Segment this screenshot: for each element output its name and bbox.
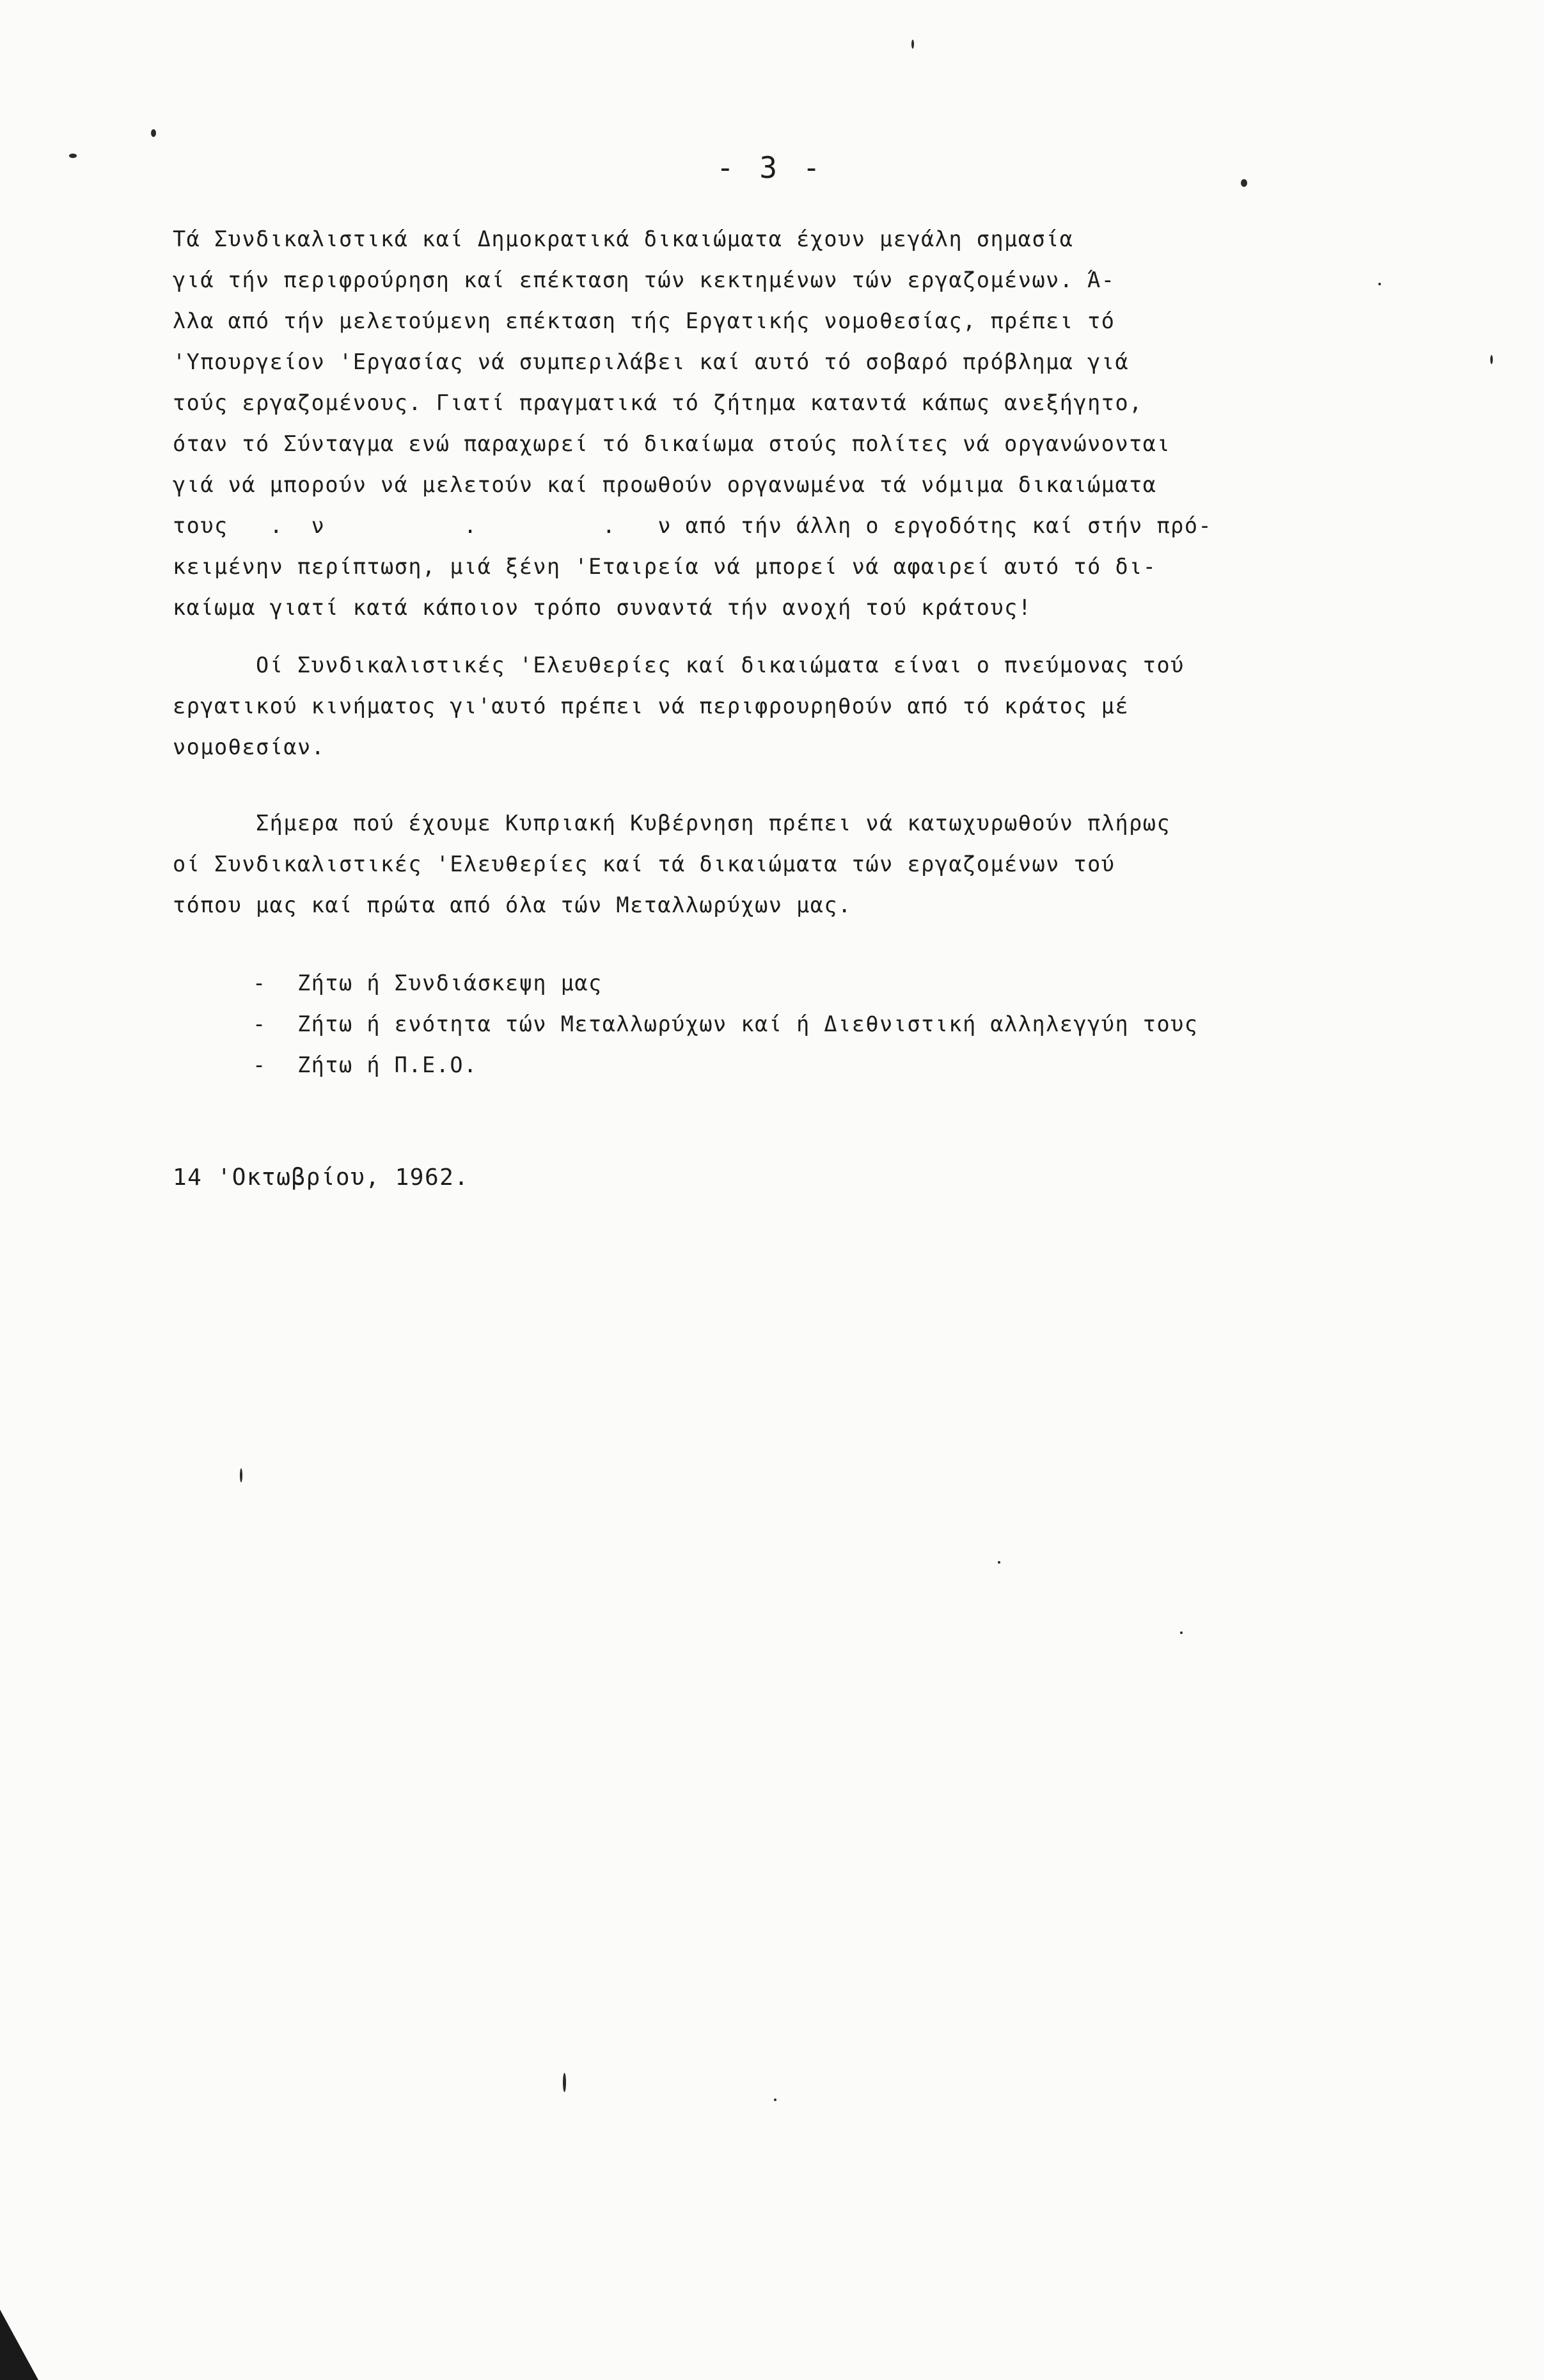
- dash-bullet: -: [253, 1052, 267, 1077]
- text-line: εργατικού κινήματος γι'αυτό πρέπει νά περιφρουρηθούν από τό κράτος μέ: [173, 694, 1130, 718]
- text-line: τόπου μας καί πρώτα από όλα τών Μεταλλωρύχων μας.: [173, 892, 852, 917]
- dash-bullet: -: [253, 1012, 267, 1036]
- scan-speck: [1241, 179, 1247, 187]
- paragraph-rights: [173, 219, 1394, 628]
- text-line: γιά νά μπορούν νά μελετούν καί προωθούν οργανωμένα τά νόμιμα δικαιώματα: [173, 472, 1157, 497]
- slogan-item: [253, 1004, 1198, 1045]
- text-line: τους . ν . . ν από τήν άλλη ο εργοδότης καί στήν πρό-: [173, 513, 1213, 538]
- text-line: λλα από τήν μελετούμενη επέκταση τής Εργατικής νομοθεσίας, πρέπει τό: [173, 308, 1115, 333]
- scan-speck: [1378, 283, 1381, 285]
- slogan-text: Ζήτω ή ενότητα τών Μεταλλωρύχων καί ή Διεθνιστική αλληλεγγύη τους: [297, 1012, 1199, 1036]
- text-line: γιά τήν περιφρούρηση καί επέκταση τών κεκτημένων τών εργαζομένων. Ά-: [173, 267, 1115, 292]
- dash-bullet: -: [253, 971, 267, 996]
- text-line: οί Συνδικαλιστικές 'Ελευθερίες καί τά δικαιώματα τών εργαζομένων τού: [173, 852, 1115, 877]
- scan-speck: [774, 2098, 776, 2101]
- text-line: καίωμα γιατί κατά κάποιον τρόπο συναντά τήν ανοχή τού κράτους!: [173, 595, 1032, 620]
- slogan-text: Ζήτω ή Π.Ε.Ο.: [297, 1052, 478, 1077]
- text-line: κειμένην περίπτωση, μιά ξένη 'Εταιρεία νά μπορεί νά αφαιρεί αυτό τό δι-: [173, 554, 1157, 579]
- paragraph-today: [173, 803, 1394, 926]
- scan-speck: [911, 40, 914, 49]
- scan-speck: [69, 154, 77, 158]
- text-line: Οί Συνδικαλιστικές 'Ελευθερίες καί δικαιώματα είναι ο πνεύμονας τού: [173, 653, 1185, 678]
- scan-corner-mark: [0, 2310, 38, 2380]
- scan-speck: [998, 1561, 1000, 1564]
- scan-speck: [151, 129, 156, 137]
- text-line: Τά Συνδικαλιστικά καί Δημοκρατικά δικαιώματα έχουν μεγάλη σημασία: [173, 226, 1074, 251]
- slogan-item: [253, 1045, 1198, 1086]
- scan-speck: [240, 1468, 242, 1482]
- text-line: όταν τό Σύνταγμα ενώ παραχωρεί τό δικαίωμα στούς πολίτες νά οργανώνονται: [173, 431, 1171, 456]
- scan-speck: [1490, 355, 1493, 364]
- text-line: νομοθεσίαν.: [173, 734, 326, 759]
- slogan-item: [253, 963, 1198, 1004]
- slogan-text: Ζήτω ή Συνδιάσκεψη μας: [297, 971, 603, 996]
- document-date: 14 'Οκτωβρίου, 1962.: [173, 1164, 469, 1191]
- text-line: Σήμερα πού έχουμε Κυπριακή Κυβέρνηση πρέπει νά κατωχυρωθούν πλήρως: [173, 811, 1171, 836]
- scan-speck: [563, 2073, 566, 2092]
- scan-speck: [1180, 1631, 1183, 1634]
- page-number: - 3 -: [716, 150, 824, 185]
- paragraph-freedoms: [173, 645, 1394, 768]
- text-line: τούς εργαζομένους. Γιατί πραγματικά τό ζήτημα καταντά κάπως ανεξήγητο,: [173, 390, 1143, 415]
- slogan-list: [253, 963, 1198, 1086]
- text-line: 'Υπουργείον 'Εργασίας νά συμπεριλάβει καί αυτό τό σοβαρό πρόβλημα γιά: [173, 349, 1130, 374]
